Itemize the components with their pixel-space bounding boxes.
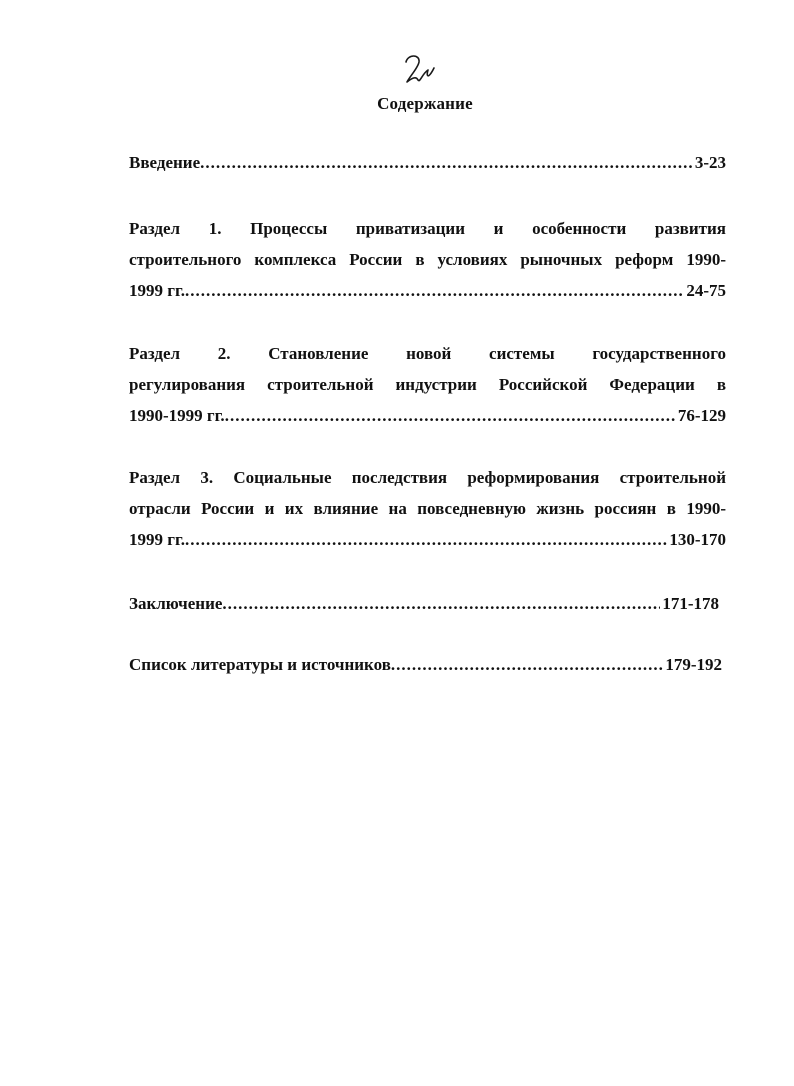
toc-entry-introduction <box>129 153 726 173</box>
toc-leader-dots <box>225 400 676 431</box>
toc-entry-last-line <box>129 524 726 555</box>
toc-entry-section-3 <box>129 462 726 555</box>
toc-entry-pages: 171-178 <box>662 594 719 613</box>
toc-entry-pages: 179-192 <box>665 655 722 674</box>
toc-entry-last-line <box>129 400 726 431</box>
toc-entry-bibliography <box>129 655 722 675</box>
toc-entry-label: Заключение <box>129 594 223 613</box>
toc-entry-line: строительного комплекса России в условиях рыночных реформ 1990- <box>129 250 726 269</box>
toc-entry-line: регулирования строительной индустрии Российской Федерации в <box>129 375 726 394</box>
toc-entry-label: 1999 гг. <box>129 530 186 549</box>
toc-entry-label: Введение <box>129 153 201 172</box>
page-title: Содержание <box>377 94 473 113</box>
handwritten-page-number <box>398 50 438 86</box>
toc-entry-label: 1990-1999 гг. <box>129 406 225 425</box>
toc-entry-pages: 3-23 <box>694 153 726 172</box>
toc-entry-conclusion <box>129 594 719 614</box>
toc-leader-dots <box>391 655 663 675</box>
toc-entry-line: Раздел 2. Становление новой системы государственного <box>129 344 726 363</box>
toc-entry-line: отрасли России и их влияние на повседневную жизнь россиян в 1990- <box>129 499 726 518</box>
toc-entry-pages: 130-170 <box>669 530 726 549</box>
toc-leader-dots <box>185 524 667 555</box>
toc-entry-pages: 24-75 <box>686 281 726 300</box>
toc-leader-dots <box>222 594 660 614</box>
toc-leader-dots <box>200 153 693 173</box>
toc-entry-label: Список литературы и источников <box>129 655 391 674</box>
toc-entry-line: Раздел 1. Процессы приватизации и особенности развития <box>129 219 726 238</box>
toc-entry-section-1 <box>129 213 726 306</box>
toc-entry-label: 1999 гг. <box>129 281 186 300</box>
toc-entry-last-line <box>129 275 726 306</box>
toc-leader-dots <box>185 275 684 306</box>
toc-entry-line: Раздел 3. Социальные последствия реформирования строительной <box>129 468 726 487</box>
toc-entry-pages: 76-129 <box>677 406 726 425</box>
toc-entry-section-2 <box>129 338 726 431</box>
